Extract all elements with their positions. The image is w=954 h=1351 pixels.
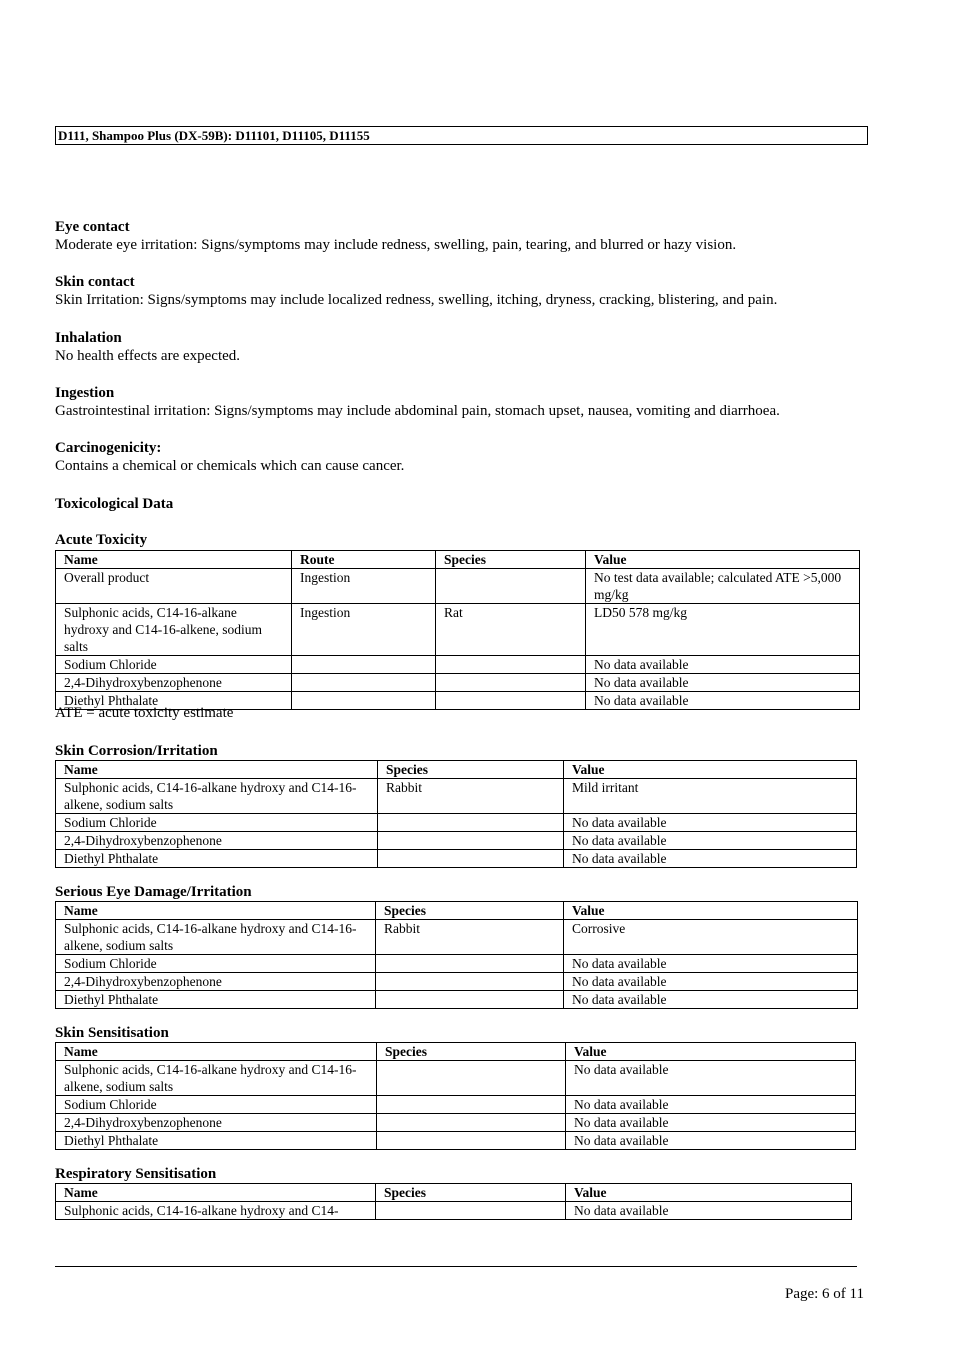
table-cell bbox=[376, 1202, 566, 1220]
table-cell bbox=[376, 973, 564, 991]
table-cell: LD50 578 mg/kg bbox=[586, 604, 860, 656]
skin-sens-title: Skin Sensitisation bbox=[55, 1025, 169, 1041]
section-title: Inhalation bbox=[55, 330, 122, 346]
table-cell: Diethyl Phthalate bbox=[56, 991, 376, 1009]
table-cell bbox=[436, 656, 586, 674]
table-cell bbox=[436, 692, 586, 710]
table-cell: Sulphonic acids, C14-16-alkane hydroxy and C14-16-alkene, sodium salts bbox=[56, 604, 292, 656]
table-cell: No data available bbox=[564, 973, 858, 991]
table-cell: No data available bbox=[566, 1096, 856, 1114]
skin-corrosion-table bbox=[55, 760, 857, 868]
col-header: Value bbox=[564, 902, 858, 920]
table-cell: Sulphonic acids, C14-16-alkane hydroxy and C14-16-alkene, sodium salts bbox=[56, 779, 378, 814]
table-row bbox=[56, 832, 857, 850]
table-header-row bbox=[56, 1043, 856, 1061]
section-title: Ingestion bbox=[55, 385, 115, 401]
table-cell: No data available bbox=[566, 1132, 856, 1150]
col-header: Name bbox=[56, 1184, 376, 1202]
col-header: Name bbox=[56, 551, 292, 569]
acute-title: Acute Toxicity bbox=[55, 532, 148, 548]
table-cell: No data available bbox=[564, 850, 857, 868]
table-header-row bbox=[56, 902, 858, 920]
section-text: No health effects are expected. bbox=[55, 348, 241, 364]
table-cell: 2,4-Dihydroxybenzophenone bbox=[56, 1114, 377, 1132]
table-cell: Overall product bbox=[56, 569, 292, 604]
table-cell: Sodium Chloride bbox=[56, 1096, 377, 1114]
col-header: Name bbox=[56, 1043, 377, 1061]
table-cell: Ingestion bbox=[292, 604, 436, 656]
section-ingestion bbox=[55, 384, 780, 420]
resp-sens-title: Respiratory Sensitisation bbox=[55, 1166, 217, 1182]
table-cell: 2,4-Dihydroxybenzophenone bbox=[56, 973, 376, 991]
table-row bbox=[56, 1132, 856, 1150]
table-cell: Ingestion bbox=[292, 569, 436, 604]
acute-table bbox=[55, 550, 860, 710]
table-cell bbox=[292, 674, 436, 692]
eye-damage-table bbox=[55, 901, 858, 1009]
table-cell: 2,4-Dihydroxybenzophenone bbox=[56, 674, 292, 692]
table-cell: Diethyl Phthalate bbox=[56, 850, 378, 868]
col-header: Name bbox=[56, 761, 378, 779]
eye-damage-title: Serious Eye Damage/Irritation bbox=[55, 884, 252, 900]
col-header: Species bbox=[378, 761, 564, 779]
table-cell: Sulphonic acids, C14-16-alkane hydroxy and C14-16-alkene, sodium salts bbox=[56, 1061, 377, 1096]
col-header: Species bbox=[376, 1184, 566, 1202]
table-cell: Sodium Chloride bbox=[56, 656, 292, 674]
resp-sens-table bbox=[55, 1183, 852, 1220]
col-header: Species bbox=[436, 551, 586, 569]
section-carcinogenicity bbox=[55, 439, 404, 475]
table-cell: No data available bbox=[566, 1202, 852, 1220]
table-cell: No data available bbox=[564, 955, 858, 973]
table-cell: Sulphonic acids, C14-16-alkane hydroxy and C14-16-alkene, sodium salts bbox=[56, 920, 376, 955]
table-cell: No test data available; calculated ATE >5,000 mg/kg bbox=[586, 569, 860, 604]
table-row bbox=[56, 569, 860, 604]
table-cell bbox=[377, 1061, 566, 1096]
table-row bbox=[56, 779, 857, 814]
table-cell bbox=[377, 1114, 566, 1132]
table-row bbox=[56, 1202, 852, 1220]
product-header: D111, Shampoo Plus (DX-59B): D11101, D11105, D11155 bbox=[55, 126, 868, 145]
table-row bbox=[56, 604, 860, 656]
col-header: Value bbox=[564, 761, 857, 779]
section-inhalation bbox=[55, 329, 240, 365]
table-cell: No data available bbox=[586, 674, 860, 692]
table-row bbox=[56, 955, 858, 973]
section-skin-contact bbox=[55, 273, 777, 309]
section-text: Gastrointestinal irritation: Signs/symptoms may include abdominal pain, stomach upset, nausea, vomiting and diarrhoea. bbox=[55, 403, 780, 419]
table-cell: 2,4-Dihydroxybenzophenone bbox=[56, 832, 378, 850]
table-cell: Rat bbox=[436, 604, 586, 656]
table-cell: No data available bbox=[564, 991, 858, 1009]
table-row bbox=[56, 1061, 856, 1096]
table-cell: No data available bbox=[564, 814, 857, 832]
table-row bbox=[56, 674, 860, 692]
table-cell bbox=[376, 991, 564, 1009]
table-cell: No data available bbox=[566, 1114, 856, 1132]
footer-divider bbox=[55, 1266, 857, 1267]
section-text: Contains a chemical or chemicals which can cause cancer. bbox=[55, 458, 405, 474]
table-cell: No data available bbox=[564, 832, 857, 850]
table-row bbox=[56, 814, 857, 832]
table-cell bbox=[377, 1096, 566, 1114]
table-row bbox=[56, 973, 858, 991]
table-cell bbox=[378, 832, 564, 850]
table-cell bbox=[378, 814, 564, 832]
col-header: Value bbox=[586, 551, 860, 569]
col-header: Species bbox=[376, 902, 564, 920]
table-cell bbox=[292, 692, 436, 710]
table-row bbox=[56, 850, 857, 868]
col-header: Species bbox=[377, 1043, 566, 1061]
section-text: Moderate eye irritation: Signs/symptoms may include redness, swelling, pain, tearing, and blurred or hazy vision. bbox=[55, 237, 737, 253]
table-cell: Sulphonic acids, C14-16-alkane hydroxy and C14- bbox=[56, 1202, 376, 1220]
table-cell: No data available bbox=[566, 1061, 856, 1096]
table-cell: Sodium Chloride bbox=[56, 814, 378, 832]
table-cell bbox=[378, 850, 564, 868]
table-cell: Rabbit bbox=[376, 920, 564, 955]
table-cell: No data available bbox=[586, 656, 860, 674]
tox-heading: Toxicological Data bbox=[55, 496, 174, 512]
table-cell: Sodium Chloride bbox=[56, 955, 376, 973]
table-row bbox=[56, 1114, 856, 1132]
page-number: Page: 6 of 11 bbox=[784, 1286, 864, 1302]
table-cell: Diethyl Phthalate bbox=[56, 692, 292, 710]
col-header: Value bbox=[566, 1184, 852, 1202]
ate-note: ATE = acute toxicity estimate bbox=[55, 705, 234, 721]
section-title: Eye contact bbox=[55, 219, 130, 235]
table-cell: Diethyl Phthalate bbox=[56, 1132, 377, 1150]
skin-corrosion-title: Skin Corrosion/Irritation bbox=[55, 743, 218, 759]
section-title: Skin contact bbox=[55, 274, 135, 290]
table-header-row bbox=[56, 761, 857, 779]
table-cell bbox=[376, 955, 564, 973]
section-text: Skin Irritation: Signs/symptoms may include localized redness, swelling, itching, dryness, cracking, blistering, and pain. bbox=[55, 292, 778, 308]
section-eye-contact bbox=[55, 218, 736, 254]
table-row bbox=[56, 1096, 856, 1114]
table-cell: No data available bbox=[586, 692, 860, 710]
table-header-row bbox=[56, 551, 860, 569]
table-cell bbox=[436, 674, 586, 692]
section-title: Carcinogenicity: bbox=[55, 440, 162, 456]
col-header: Value bbox=[566, 1043, 856, 1061]
table-row bbox=[56, 920, 858, 955]
table-cell bbox=[292, 656, 436, 674]
col-header: Route bbox=[292, 551, 436, 569]
table-cell bbox=[436, 569, 586, 604]
table-cell: Corrosive bbox=[564, 920, 858, 955]
table-cell: Rabbit bbox=[378, 779, 564, 814]
table-row bbox=[56, 991, 858, 1009]
skin-sens-table bbox=[55, 1042, 856, 1150]
table-cell: Mild irritant bbox=[564, 779, 857, 814]
table-cell bbox=[377, 1132, 566, 1150]
col-header: Name bbox=[56, 902, 376, 920]
table-header-row bbox=[56, 1184, 852, 1202]
table-row bbox=[56, 656, 860, 674]
